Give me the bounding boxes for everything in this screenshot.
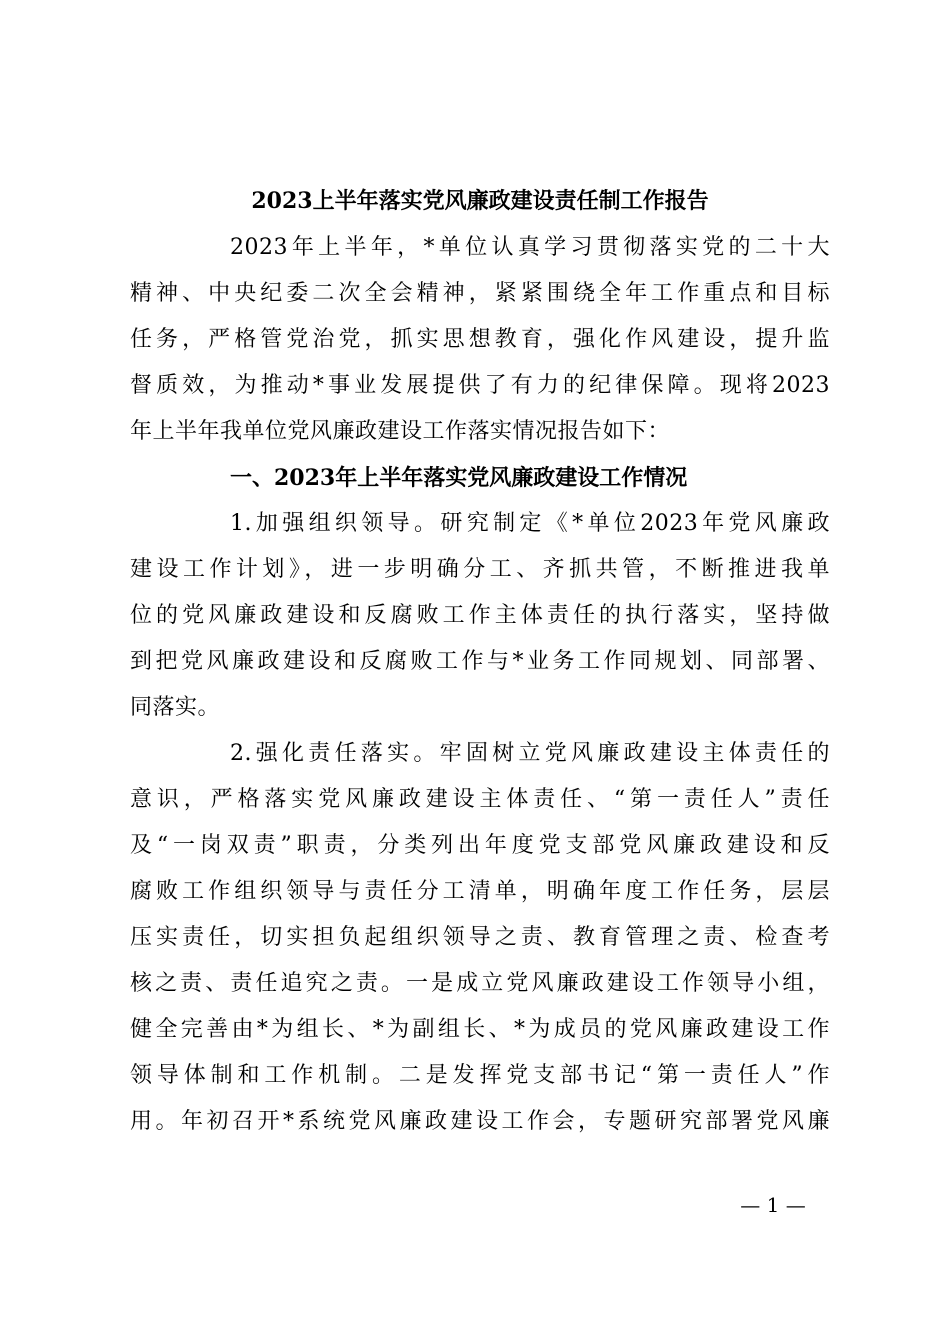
paragraph-line: 领导体制和工作机制。二是发挥党支部书记“第一责任人”作 [130, 1063, 830, 1088]
paragraph-line: 建设工作计划》，进一步明确分工、齐抓共管，不断推进我单 [130, 557, 830, 582]
paragraph-line: 及“一岗双责”职责，分类列出年度党支部党风廉政建设和反 [130, 833, 830, 858]
intro-line: 督质效，为推动*事业发展提供了有力的纪律保障。现将2023 [130, 373, 830, 398]
paragraph-line: 健全完善由*为组长、*为副组长、*为成员的党风廉政建设工作 [130, 1017, 830, 1042]
paragraph-line: 用。年初召开*系统党风廉政建设工作会，专题研究部署党风廉 [130, 1109, 830, 1134]
paragraph-line: 意识，严格落实党风廉政建设主体责任、“第一责任人”责任 [130, 787, 830, 812]
paragraph-line: 核之责、责任追究之责。一是成立党风廉政建设工作领导小组， [130, 971, 830, 996]
paragraph-line: 1.加强组织领导。研究制定《*单位2023年党风廉政 [230, 511, 830, 536]
paragraph-line: 同落实。 [130, 695, 221, 720]
paragraph-line: 位的党风廉政建设和反腐败工作主体责任的执行落实，坚持做 [130, 603, 830, 628]
paragraph-line: 压实责任，切实担负起组织领导之责、教育管理之责、检查考 [130, 925, 830, 950]
paragraph-line: 腐败工作组织领导与责任分工清单，明确年度工作任务，层层 [130, 879, 830, 904]
section-heading: 一、2023年上半年落实党风廉政建设工作情况 [230, 465, 688, 491]
intro-line: 2023年上半年，*单位认真学习贯彻落实党的二十大 [230, 235, 830, 260]
paragraph-line: 到把党风廉政建设和反腐败工作与*业务工作同规划、同部署、 [130, 649, 830, 674]
document-title: 2023上半年落实党风廉政建设责任制工作报告 [251, 188, 709, 214]
paragraph-line: 2.强化责任落实。牢固树立党风廉政建设主体责任的 [230, 741, 830, 766]
page-number: — 1 — [740, 1193, 806, 1217]
intro-line: 年上半年我单位党风廉政建设工作落实情况报告如下： [130, 419, 671, 444]
intro-line: 任务，严格管党治党，抓实思想教育，强化作风建设，提升监 [130, 327, 830, 352]
intro-line: 精神、中央纪委二次全会精神，紧紧围绕全年工作重点和目标 [130, 281, 830, 306]
